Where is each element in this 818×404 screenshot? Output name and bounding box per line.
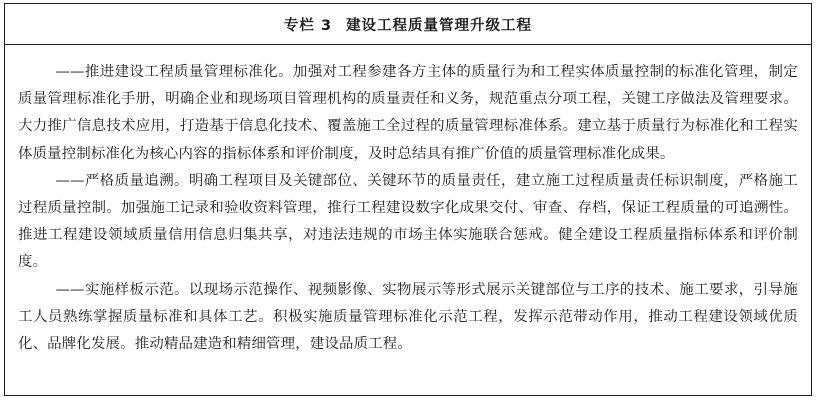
box-body (18, 59, 798, 358)
box-label: 专栏 3 (283, 17, 333, 34)
box-header (5, 4, 811, 45)
paragraph-demonstration: ——实施样板示范。以现场示范操作、视频影像、实物展示等形式展示关键部位与工序的技术、施工要求，引导施工人员熟练掌握质量标准和具体工艺。积极实施质量管理标准化示范工程，发挥示范带动作用，推动工程建设领域优质化、品牌化发展。推动精品建造和精细管理，建设品质工程。 (18, 281, 798, 353)
column-box (4, 3, 812, 396)
box-title: 建设工程质量管理升级工程 (346, 17, 533, 34)
paragraph-standardization: ——推进建设工程质量管理标准化。加强对工程参建各方主体的质量行为和工程实体质量控制的标准化管理，制定质量管理标准化手册，明确企业和现场项目管理机构的质量责任和义务，规范重点分项工程，关键工序做法及管理要求。大力推广信息技术应用，打造基于信息化技术、覆盖施工全过程的质量管理标准体系。建立基于质量行为标准化和工程实体质量控制标准化为核心内容的指标体系和评价制度，及时总结具有推广价值的质量管理标准化成果。 (18, 64, 798, 162)
paragraph-traceability: ——严格质量追溯。明确工程项目及关键部位、关键环节的质量责任，建立施工过程质量责任标识制度，严格施工过程质量控制。加强施工记录和验收资料管理，推行工程建设数字化成果交付、审查、存档，保证工程质量的可追溯性。推进工程建设领域质量信用信息归集共享，对违法违规的市场主体实施联合惩戒。健全建设工程质量指标体系和评价制度。 (18, 172, 798, 271)
